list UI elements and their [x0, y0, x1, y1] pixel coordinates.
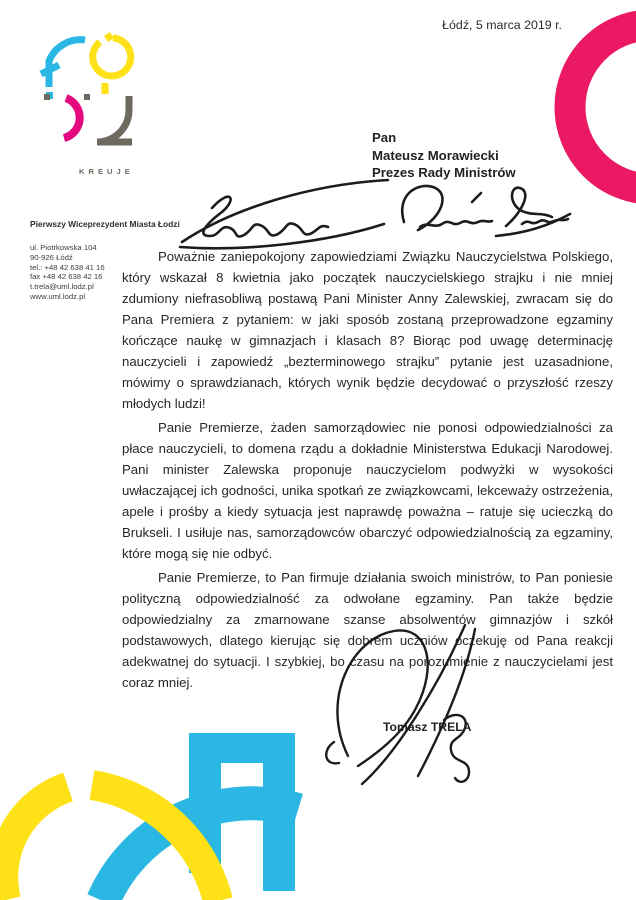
logo-accent-dot-2: [84, 94, 90, 100]
handwritten-salutation: [176, 176, 574, 254]
paragraph-2: Panie Premierze, żaden samorządowiec nie ponosi odpowiedzialności za płace nauczycieli, to domena rządu a dokładnie Ministerstwa Edukacji Narodowej. Pani minister Zalewska proponuje nauczycielom podwyżki w wysokości uwłaczającej ich godności, unika spotkań ze związkowcami, lekceważy ostrzeżenia, apele i prośby a kiedy sytuacja jest naprawdę poważna – ratuje się ucieczką do Brukseli. I usiłuje nas, samorządowców obarczyć odpowiedzialnością za egzaminy, które mogą się nie odbyć.: [122, 420, 613, 561]
logo-letter-d: [64, 98, 80, 138]
paragraph-3: Panie Premierze, to Pan firmuje działania swoich ministrów, to Pan poniesie polityczną odpowiedzialność za odwołane egzaminy. Pan także będzie odpowiedzialny za zmarnowane szanse absolwentów gimnazjów i szkół podstawowych, dlatego kierując się dobrem uczniów oczekuję od Pana reakcji adekwatnej do sytuacji. I szybkiej, bo czasu na porozumienie z nauczycielami jest coraz mniej.: [122, 570, 613, 690]
sender-address-block: [30, 243, 105, 302]
sender-email: t.trela@uml.lodz.pl: [30, 282, 94, 292]
sender-website: www.uml.lodz.pl: [30, 291, 86, 301]
logo-kreuje-label: KREUJE: [79, 167, 134, 176]
magenta-arc-decoration: [550, 8, 636, 208]
recipient-title: Prezes Rady Ministrów: [372, 165, 516, 181]
signature-typed-name: Tomasz TRELA: [383, 720, 472, 734]
logo-letter-l: [49, 40, 85, 87]
recipient-salutation: Pan: [372, 130, 397, 145]
logo-letter-o: [93, 38, 131, 76]
logo-letter-z: [97, 96, 132, 142]
lodz-kreuje-logo-icon: [28, 30, 148, 160]
yellow-arc-left: [3, 787, 68, 900]
paragraph-1: Poważnie zaniepokojony zapowiedziami Związku Nauczycielstwa Polskiego, który wskazał 8 kwietnia jako początek nauczycielskiego strajku i nie mniej zdumiony niefrasobliwą postawą Pani Minister Anny Zalewskiej, zwracam się do Pana Premiera z pytaniem: w jaki sposób zostaną przeprowadzone egzaminy kończące naukę w gimnazjach i klasach 8? Biorąc pod uwagę determinację nauczycieli i zapowiedź „bezterminowego strajku” pytanie jest uzasadnione, mówimy o sprawdzianach, których wynik będzie decydować o przyszłość rzeszy młodych ludzi!: [122, 249, 613, 411]
sender-title: Pierwszy Wiceprezydent Miasta Łodzi: [30, 219, 180, 229]
logo-accent-dot-1: [44, 94, 50, 100]
recipient-name: Mateusz Morawiecki: [372, 147, 499, 163]
bottom-brand-decoration: [0, 725, 340, 900]
recipient-block: [372, 129, 516, 182]
sender-address-line: fax +48 42 638 42 16: [30, 272, 103, 282]
sender-address-line: ul. Piotrkowska 104: [30, 243, 97, 252]
letter-body: [122, 246, 613, 696]
sender-address-line: 90-926 Łódź: [30, 252, 73, 262]
sender-address-line: tel.: +48 42 638 41 16: [30, 262, 105, 272]
date-line: Łódź, 5 marca 2019 r.: [442, 18, 562, 32]
